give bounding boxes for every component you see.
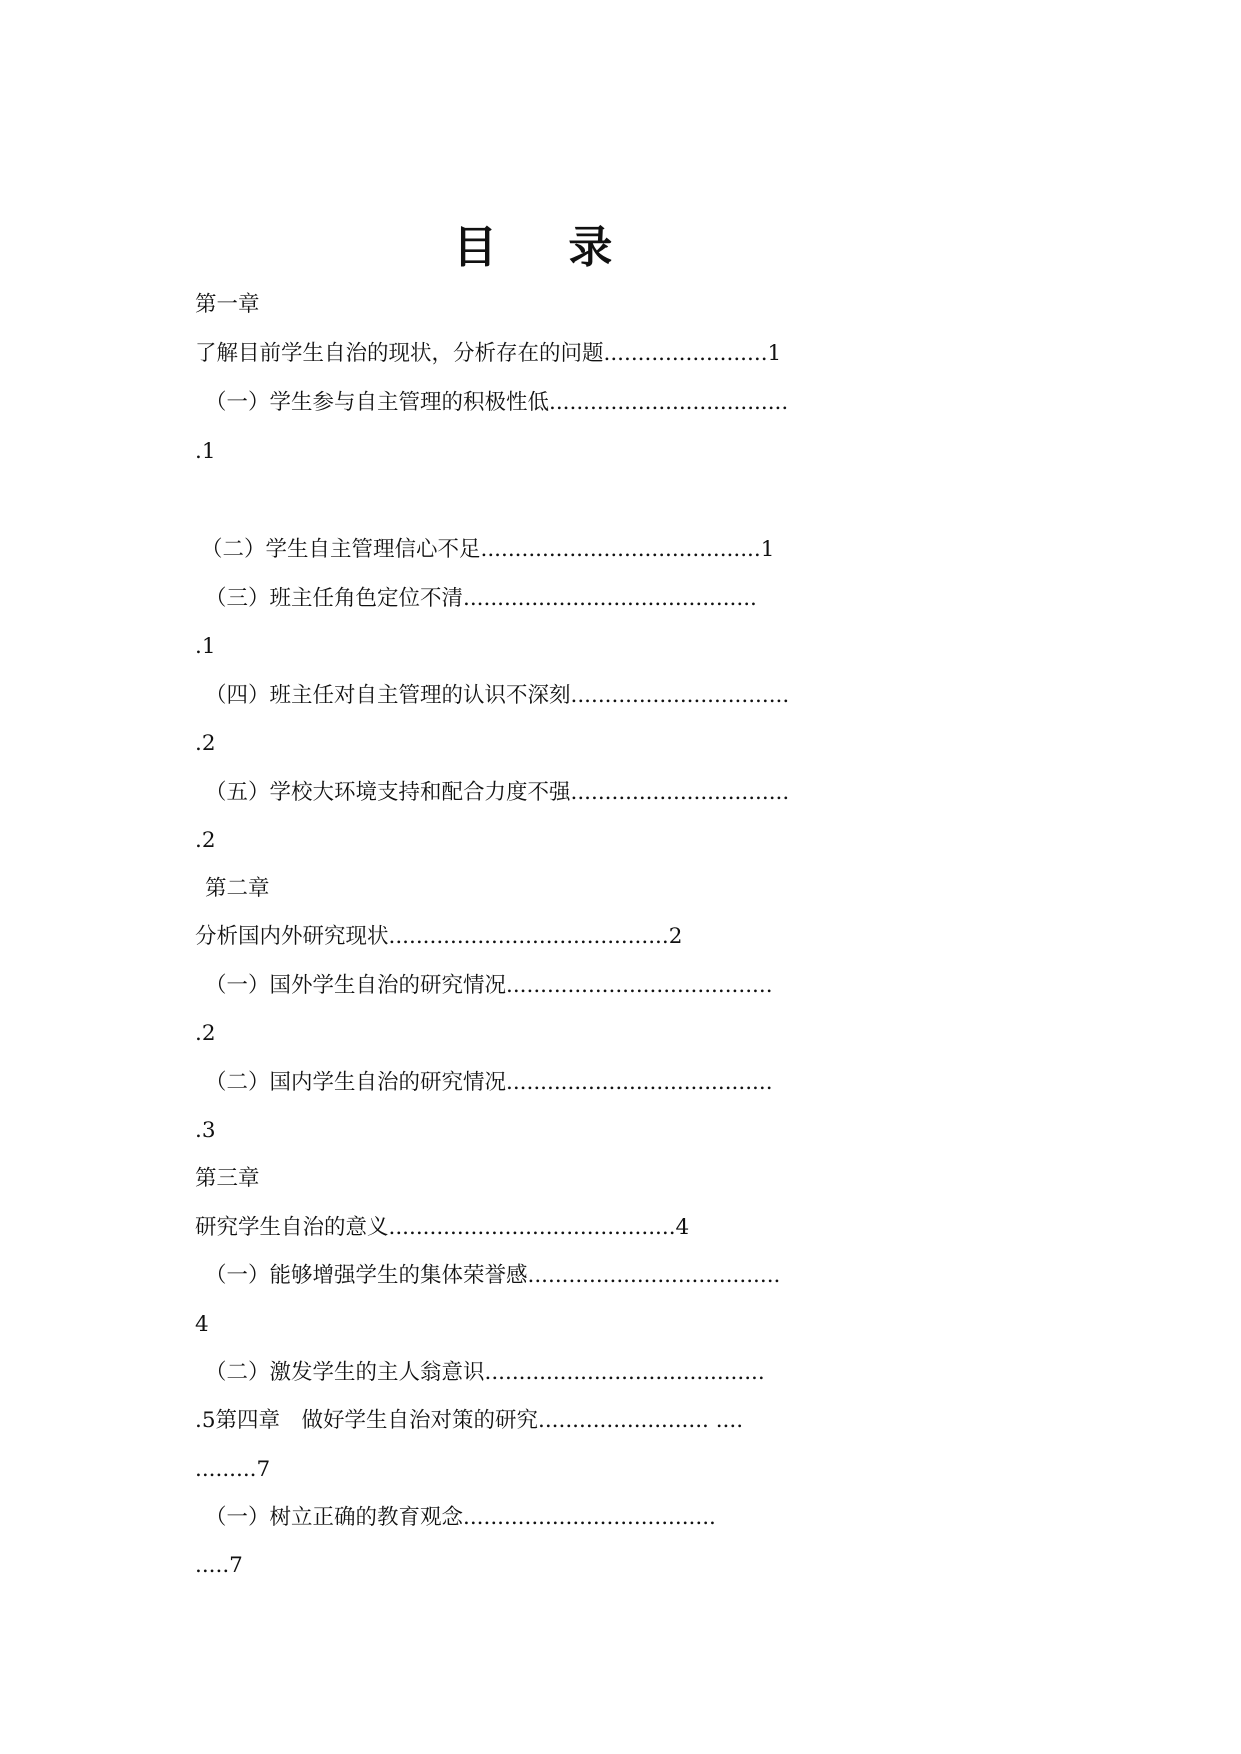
toc-page-number: .2 <box>195 731 216 756</box>
toc-entry: （一）学生参与自主管理的积极性低................................... <box>205 390 789 415</box>
toc-page-number: .2 <box>195 828 216 853</box>
toc-entry: （三）班主任角色定位不清........................................... <box>205 586 757 611</box>
toc-entry: （五）学校大环境支持和配合力度不强................................ <box>205 780 790 805</box>
toc-page-number: 4 <box>195 1312 209 1337</box>
toc-entry: 分析国内外研究现状.........................................2 <box>195 924 683 949</box>
toc-page-number: .........7 <box>195 1457 271 1482</box>
toc-page-number: .3 <box>195 1118 216 1143</box>
toc-page-number: .2 <box>195 1021 216 1046</box>
toc-chapter-heading: 第二章 <box>205 876 270 901</box>
toc-entry: （四）班主任对自主管理的认识不深刻................................ <box>205 683 790 708</box>
toc-entry: （一）国外学生自治的研究情况....................................... <box>205 973 773 998</box>
toc-entry: （二）国内学生自治的研究情况....................................... <box>205 1070 773 1095</box>
toc-entry: .5第四章 做好学生自治对策的研究......................... .... <box>195 1408 744 1433</box>
toc-page-number: .....7 <box>195 1553 243 1578</box>
toc-page-number: .1 <box>195 634 216 659</box>
toc-chapter-heading: 第一章 <box>195 292 260 317</box>
toc-entry: （二）学生自主管理信心不足.........................................1 <box>201 537 775 562</box>
toc-chapter-heading: 第三章 <box>195 1166 260 1191</box>
toc-entry: （一）能够增强学生的集体荣誉感..................................... <box>205 1263 781 1288</box>
toc-entry: 研究学生自治的意义..........................................4 <box>195 1215 690 1240</box>
toc-title: 目 录 <box>453 222 641 273</box>
toc-entry: （二）激发学生的主人翁意识......................................... <box>205 1360 765 1385</box>
toc-page-number: .1 <box>195 439 216 464</box>
toc-entry: 了解目前学生自治的现状，分析存在的问题........................1 <box>195 341 782 366</box>
toc-entry: （一）树立正确的教育观念..................................... <box>205 1505 716 1530</box>
